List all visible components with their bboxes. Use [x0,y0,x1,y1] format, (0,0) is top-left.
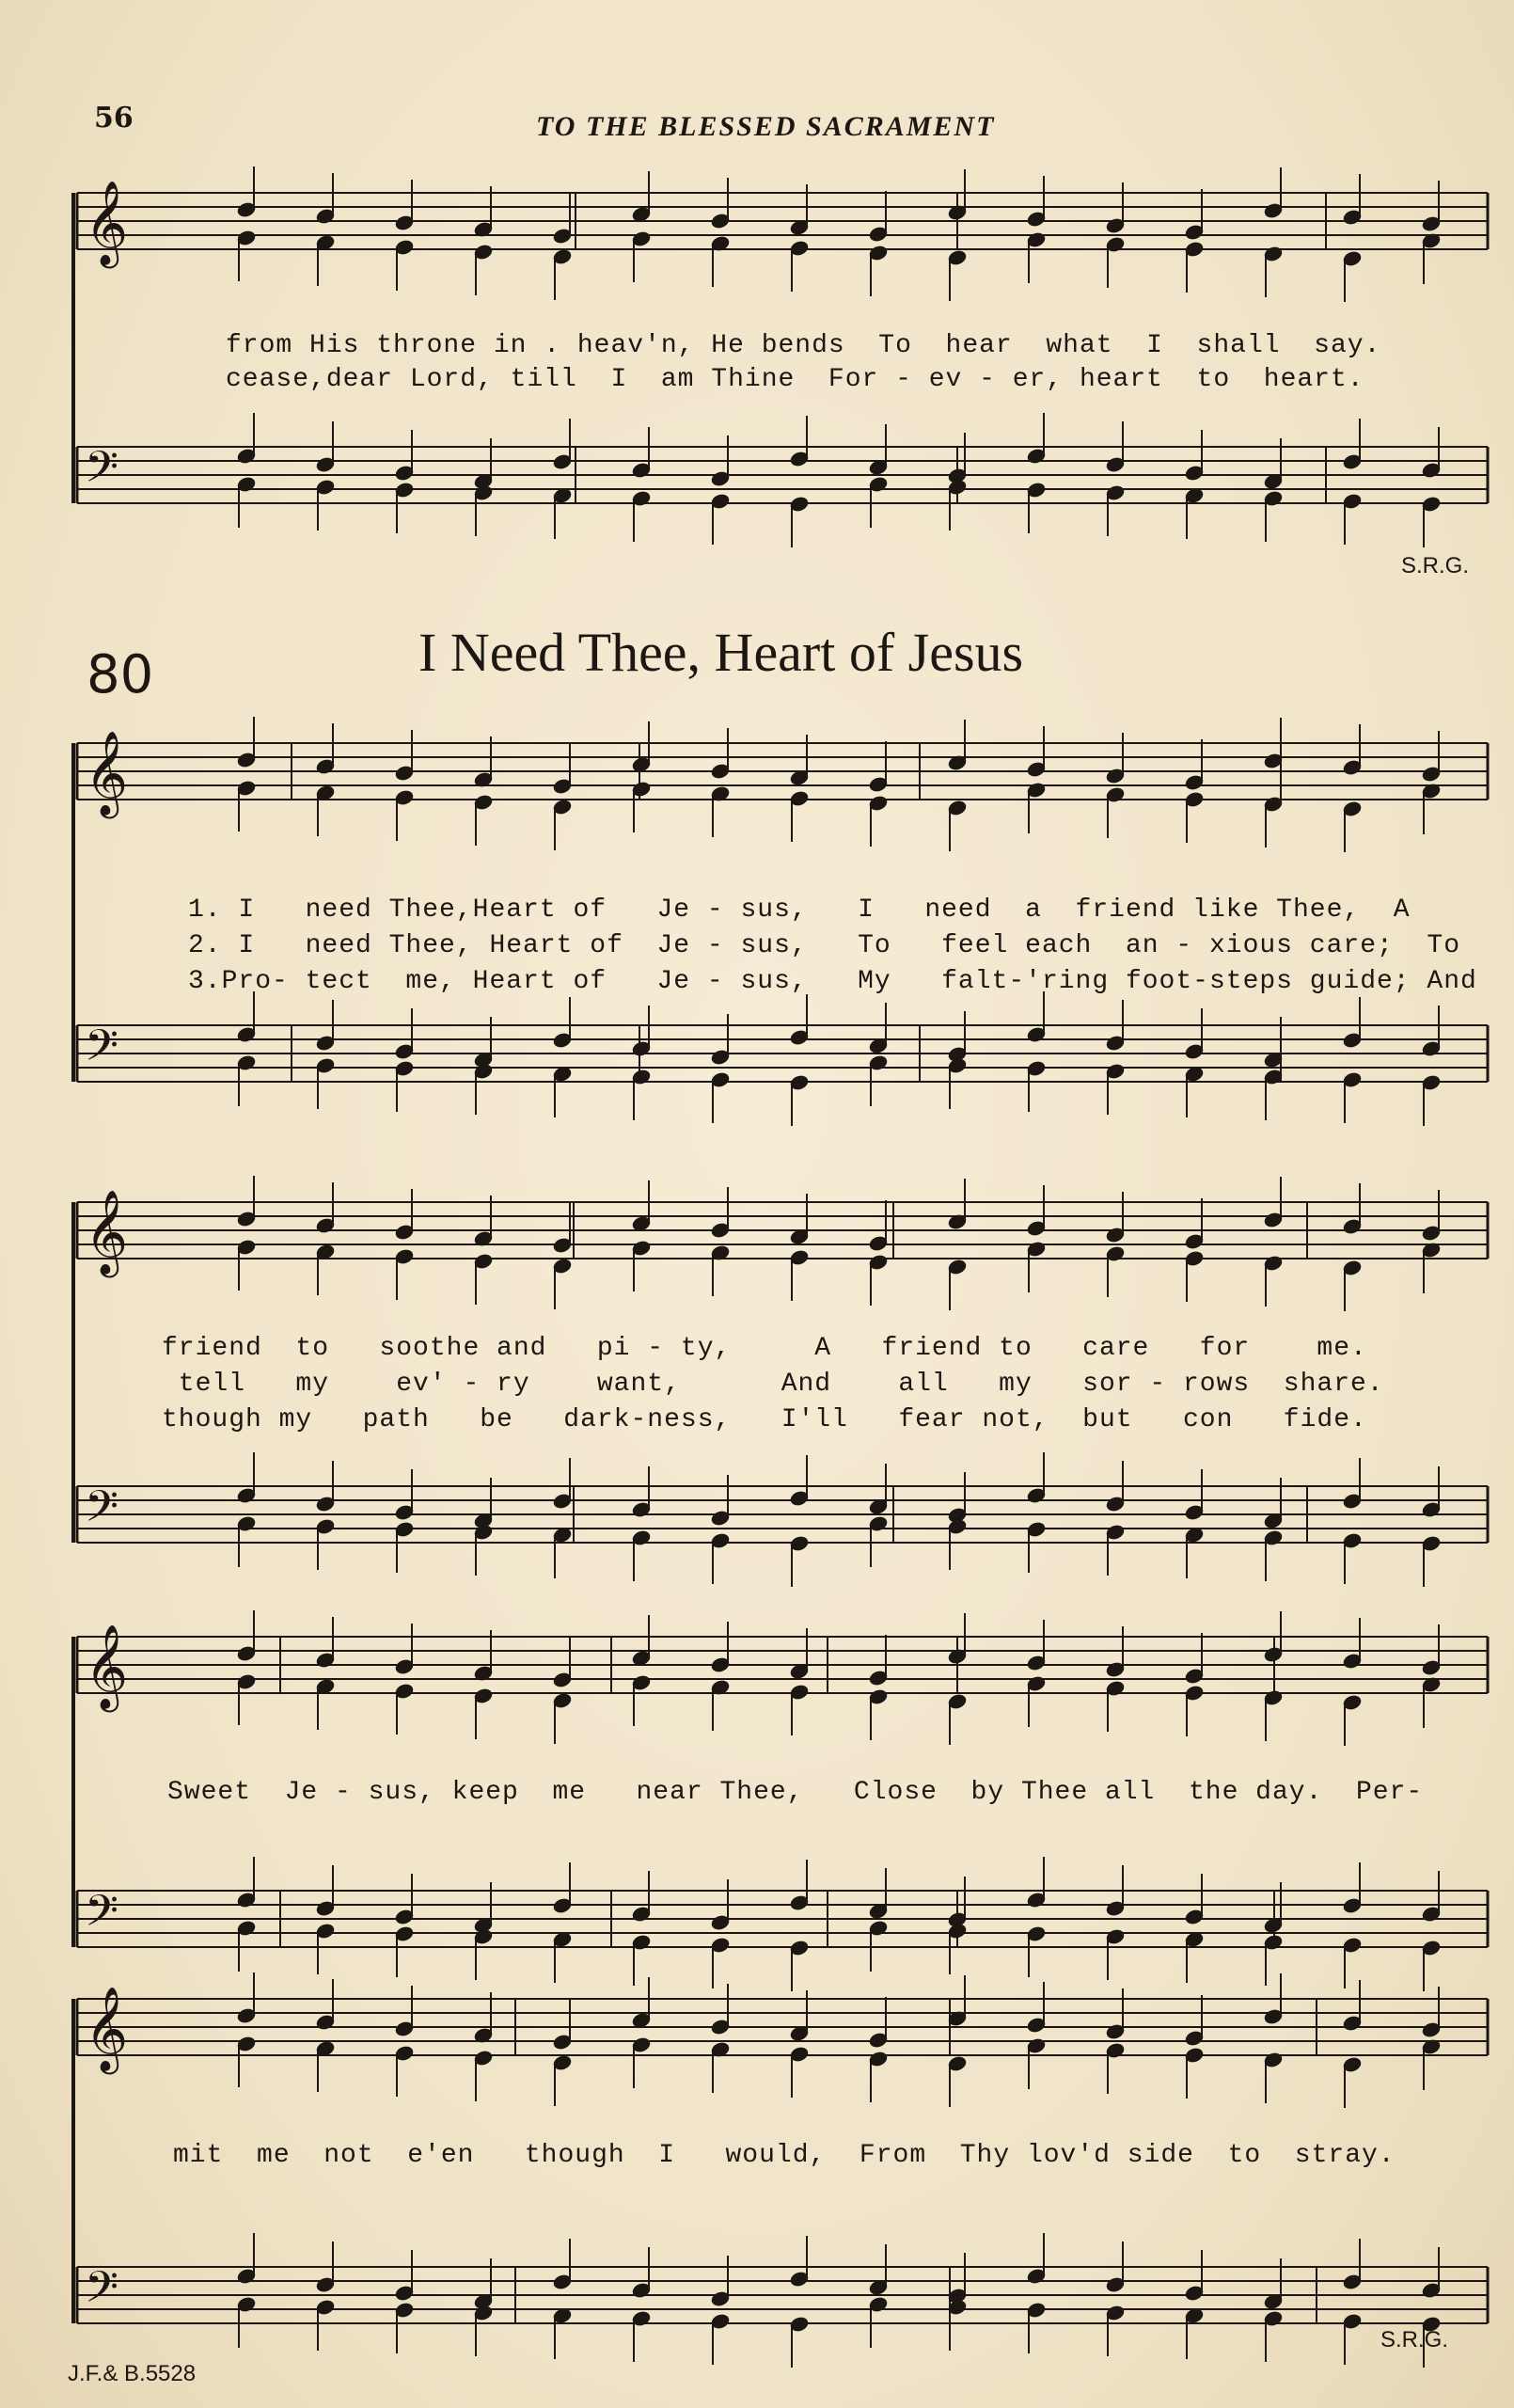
s3-refrain: Sweet Je - sus, keep me near Thee, Close by Thee all the day. Per- [167,1778,1424,1807]
bass-clef-icon: 𝄢 [85,1481,119,1543]
page-number: 56 [94,102,134,135]
s2-verse-3: though my path be dark-ness, I'll fear not, but con fide. [162,1405,1367,1434]
s1-verse-1: 1. I need Thee,Heart of Je - sus, I need a friend like Thee, A [188,895,1411,925]
treble-clef-icon: 𝄞 [85,1624,129,1709]
prev-lyric-line-1: from His throne in . heav'n, He bends To hear what I shall say. [226,331,1381,360]
s2-verse-1: friend to soothe and pi - ty, A friend to care for me. [162,1334,1367,1363]
s1-verse-2: 2. I need Thee, Heart of Je - sus, To feel each an - xious care; To [188,931,1461,960]
plate-code: J.F.& B.5528 [68,2361,197,2386]
hymn-number: 80 [87,644,154,705]
section-title: TO THE BLESSED SACRAMENT [536,111,996,142]
bass-clef-icon: 𝄢 [85,2262,119,2323]
s4-refrain: mit me not e'en though I would, From Thy lov'd side to stray. [173,2141,1396,2170]
prev-lyric-line-2: cease,dear Lord, till I am Thine For - ev - er, heart to heart. [226,365,1364,394]
treble-clef-icon: 𝄞 [85,1987,129,2071]
bass-clef-icon: 𝄢 [85,1886,119,1947]
hymn-credit: S.R.G. [1380,2327,1449,2353]
treble-clef-icon: 𝄞 [85,1190,129,1275]
treble-clef-icon: 𝄞 [85,181,129,265]
s1-verse-3: 3.Pro- tect me, Heart of Je - sus, My falt-'ring foot-steps guide; And [188,967,1477,996]
bass-clef-icon: 𝄢 [85,1021,119,1082]
hymn-title: I Need Thee, Heart of Jesus [418,622,1024,683]
bass-clef-icon: 𝄢 [85,442,119,503]
prev-hymn-credit: S.R.G. [1401,553,1470,578]
s2-verse-2: tell my ev' - ry want, And all my sor - rows share. [162,1370,1384,1399]
treble-clef-icon: 𝄞 [85,731,129,816]
